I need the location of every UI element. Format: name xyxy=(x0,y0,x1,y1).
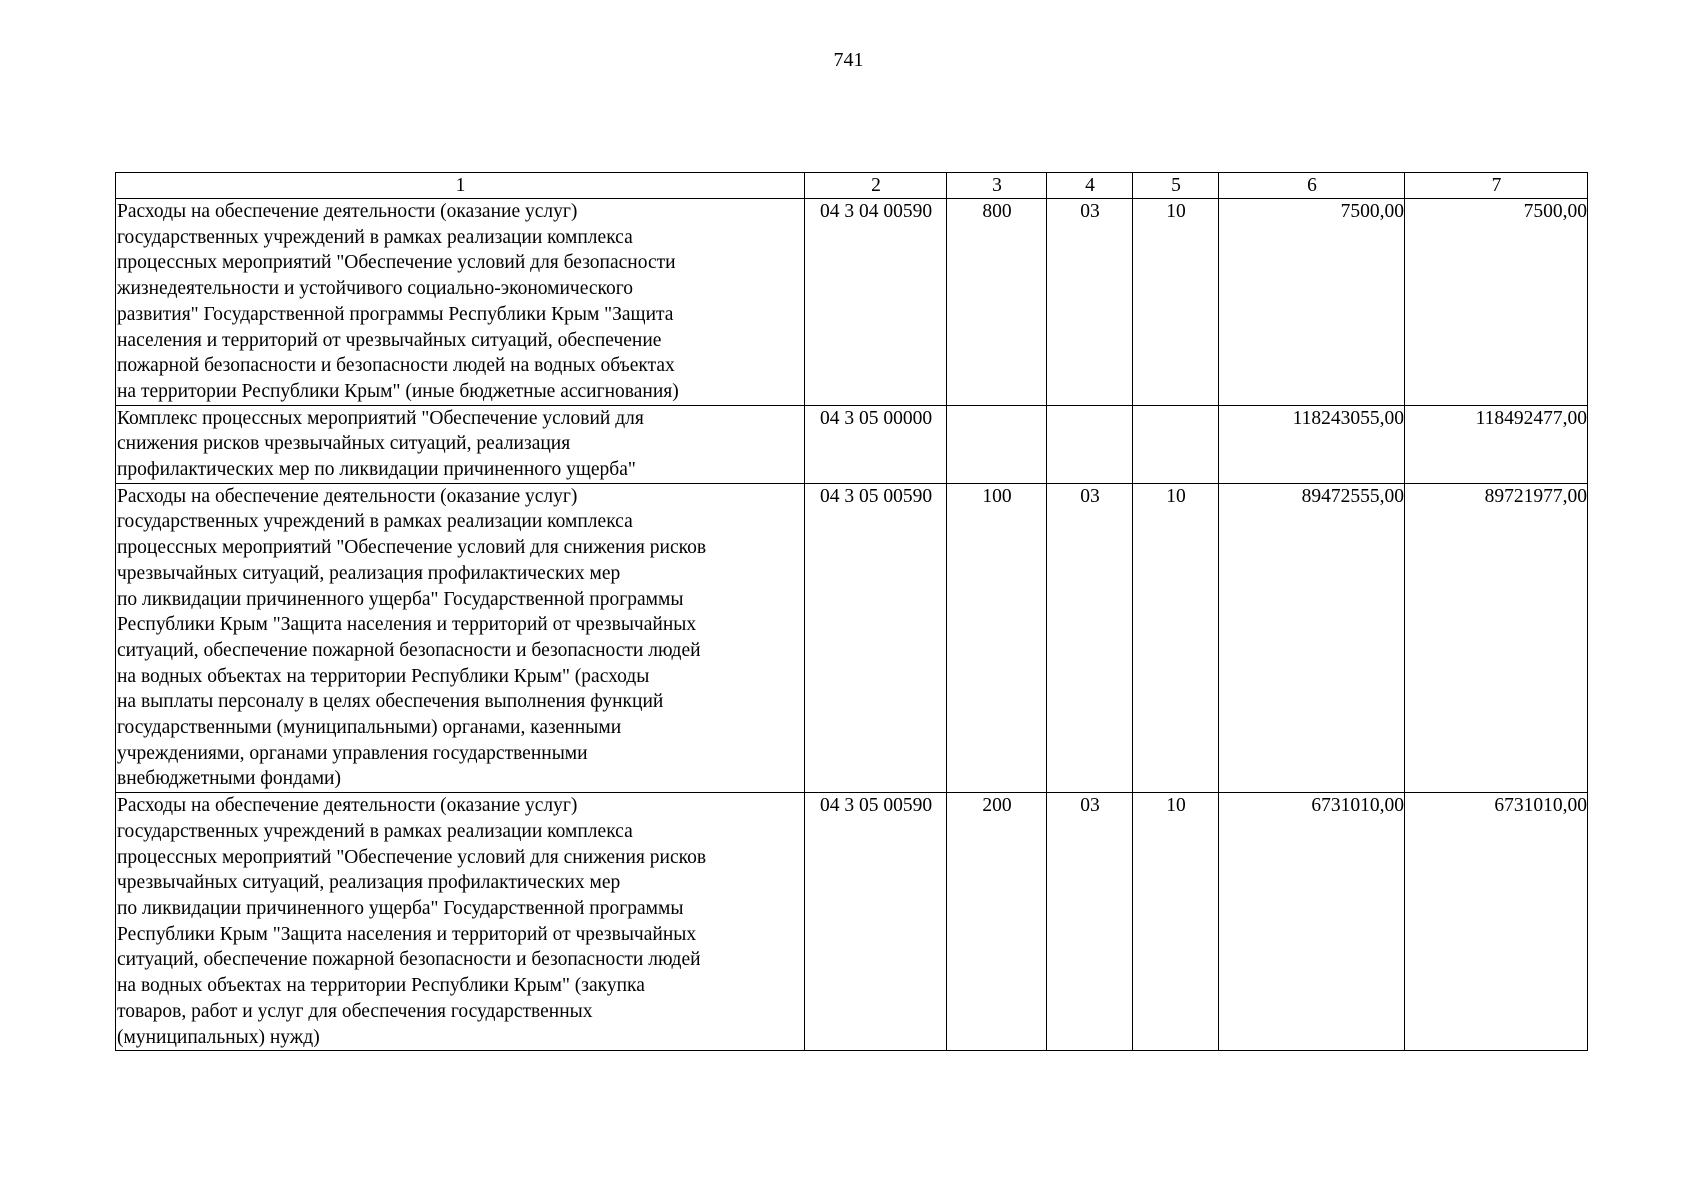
expense-name-line: на водных объектах на территории Республики Крым" (закупка xyxy=(117,975,645,997)
expense-name-cell xyxy=(116,483,805,792)
header-cell-1: 1 xyxy=(116,173,805,199)
header-cell-2: 2 xyxy=(805,173,947,199)
expense-name-line: процессных мероприятий "Обеспечение условий для снижения рисков xyxy=(117,846,707,868)
subsection-cell: 10 xyxy=(1133,483,1219,792)
expense-name-line: Республики Крым "Защита населения и территорий от чрезвычайных xyxy=(117,923,697,945)
expense-name-line: профилактических мер по ликвидации причиненного ущерба" xyxy=(117,459,636,481)
target-code-cell: 04 3 05 00000 xyxy=(805,405,947,483)
amount-cell-6: 6731010,00 xyxy=(1219,793,1405,1051)
budget-table xyxy=(115,172,1588,1051)
section-cell: 03 xyxy=(1047,483,1133,792)
expense-name-line: ситуаций, обеспечение пожарной безопасности и безопасности людей xyxy=(117,949,701,971)
expense-name-cell xyxy=(116,199,805,406)
expense-type-cell: 800 xyxy=(947,199,1047,406)
expense-name-line: государственных учреждений в рамках реализации комплекса xyxy=(117,511,633,533)
expense-type-cell: 200 xyxy=(947,793,1047,1051)
expense-name-line: Расходы на обеспечение деятельности (оказание услуг) xyxy=(117,485,578,507)
target-code-cell: 04 3 04 00590 xyxy=(805,199,947,406)
table-row xyxy=(116,483,1588,792)
table-row xyxy=(116,199,1588,406)
page-number: 741 xyxy=(833,49,864,71)
expense-name-line: по ликвидации причиненного ущерба" Государственной программы xyxy=(117,897,684,919)
expense-name-line: Расходы на обеспечение деятельности (оказание услуг) xyxy=(117,795,578,817)
expense-name-line: на водных объектах на территории Республики Крым" (расходы xyxy=(117,665,650,687)
header-cell-3: 3 xyxy=(947,173,1047,199)
table-row xyxy=(116,405,1588,483)
expense-name-line: населения и территорий от чрезвычайных ситуаций, обеспечение xyxy=(117,329,662,351)
header-cell-6: 6 xyxy=(1219,173,1405,199)
expense-name-line: развития" Государственной программы Республики Крым "Защита xyxy=(117,303,674,325)
expense-name-line: Расходы на обеспечение деятельности (оказание услуг) xyxy=(117,201,578,222)
expense-name-cell xyxy=(116,405,805,483)
expense-name-line: процессных мероприятий "Обеспечение условий для снижения рисков xyxy=(117,537,707,559)
amount-cell-7: 118492477,00 xyxy=(1405,405,1588,483)
amount-cell-6: 7500,00 xyxy=(1219,199,1405,406)
expense-name-line: внебюджетными фондами) xyxy=(117,768,341,790)
section-cell xyxy=(1047,405,1133,483)
expense-name-line: ситуаций, обеспечение пожарной безопасности и безопасности людей xyxy=(117,639,701,661)
section-cell: 03 xyxy=(1047,793,1133,1051)
expense-name-line: учреждениями, органами управления государственными xyxy=(117,742,588,764)
amount-cell-7: 89721977,00 xyxy=(1405,483,1588,792)
expense-name-line: Комплекс процессных мероприятий "Обеспечение условий для xyxy=(117,407,644,429)
amount-cell-7: 6731010,00 xyxy=(1405,793,1588,1051)
expense-name-line: (муниципальных) нужд) xyxy=(117,1026,320,1048)
expense-name-line: чрезвычайных ситуаций, реализация профилактических мер xyxy=(117,562,621,584)
header-cell-4: 4 xyxy=(1047,173,1133,199)
amount-cell-6: 118243055,00 xyxy=(1219,405,1405,483)
expense-name-line: процессных мероприятий "Обеспечение условий для безопасности xyxy=(117,252,676,274)
expense-name-line: на выплаты персоналу в целях обеспечения выполнения функций xyxy=(117,691,664,713)
table-row xyxy=(116,793,1588,1051)
subsection-cell: 10 xyxy=(1133,199,1219,406)
expense-name-line: жизнедеятельности и устойчивого социально-экономического xyxy=(117,278,634,300)
expense-name-line: Республики Крым "Защита населения и территорий от чрезвычайных xyxy=(117,614,697,636)
amount-cell-6: 89472555,00 xyxy=(1219,483,1405,792)
header-cell-5: 5 xyxy=(1133,173,1219,199)
expense-name-line: снижения рисков чрезвычайных ситуаций, реализация xyxy=(117,433,571,455)
amount-cell-7: 7500,00 xyxy=(1405,199,1588,406)
expense-name-line: на территории Республики Крым" (иные бюджетные ассигнования) xyxy=(117,380,679,402)
expense-name-line: товаров, работ и услуг для обеспечения государственных xyxy=(117,1000,593,1022)
expense-name-line: государственными (муниципальными) органами, казенными xyxy=(117,717,622,739)
expense-name-line: государственных учреждений в рамках реализации комплекса xyxy=(117,820,633,842)
header-row xyxy=(116,173,1588,199)
expense-type-cell xyxy=(947,405,1047,483)
subsection-cell: 10 xyxy=(1133,793,1219,1051)
target-code-cell: 04 3 05 00590 xyxy=(805,793,947,1051)
header-cell-7: 7 xyxy=(1405,173,1588,199)
expense-name-line: пожарной безопасности и безопасности людей на водных объектах xyxy=(117,355,675,377)
subsection-cell xyxy=(1133,405,1219,483)
expense-name-line: по ликвидации причиненного ущерба" Государственной программы xyxy=(117,588,684,610)
target-code-cell: 04 3 05 00590 xyxy=(805,483,947,792)
expense-type-cell: 100 xyxy=(947,483,1047,792)
section-cell: 03 xyxy=(1047,199,1133,406)
expense-name-line: государственных учреждений в рамках реализации комплекса xyxy=(117,226,633,248)
expense-name-line: чрезвычайных ситуаций, реализация профилактических мер xyxy=(117,872,621,894)
expense-name-cell xyxy=(116,793,805,1051)
